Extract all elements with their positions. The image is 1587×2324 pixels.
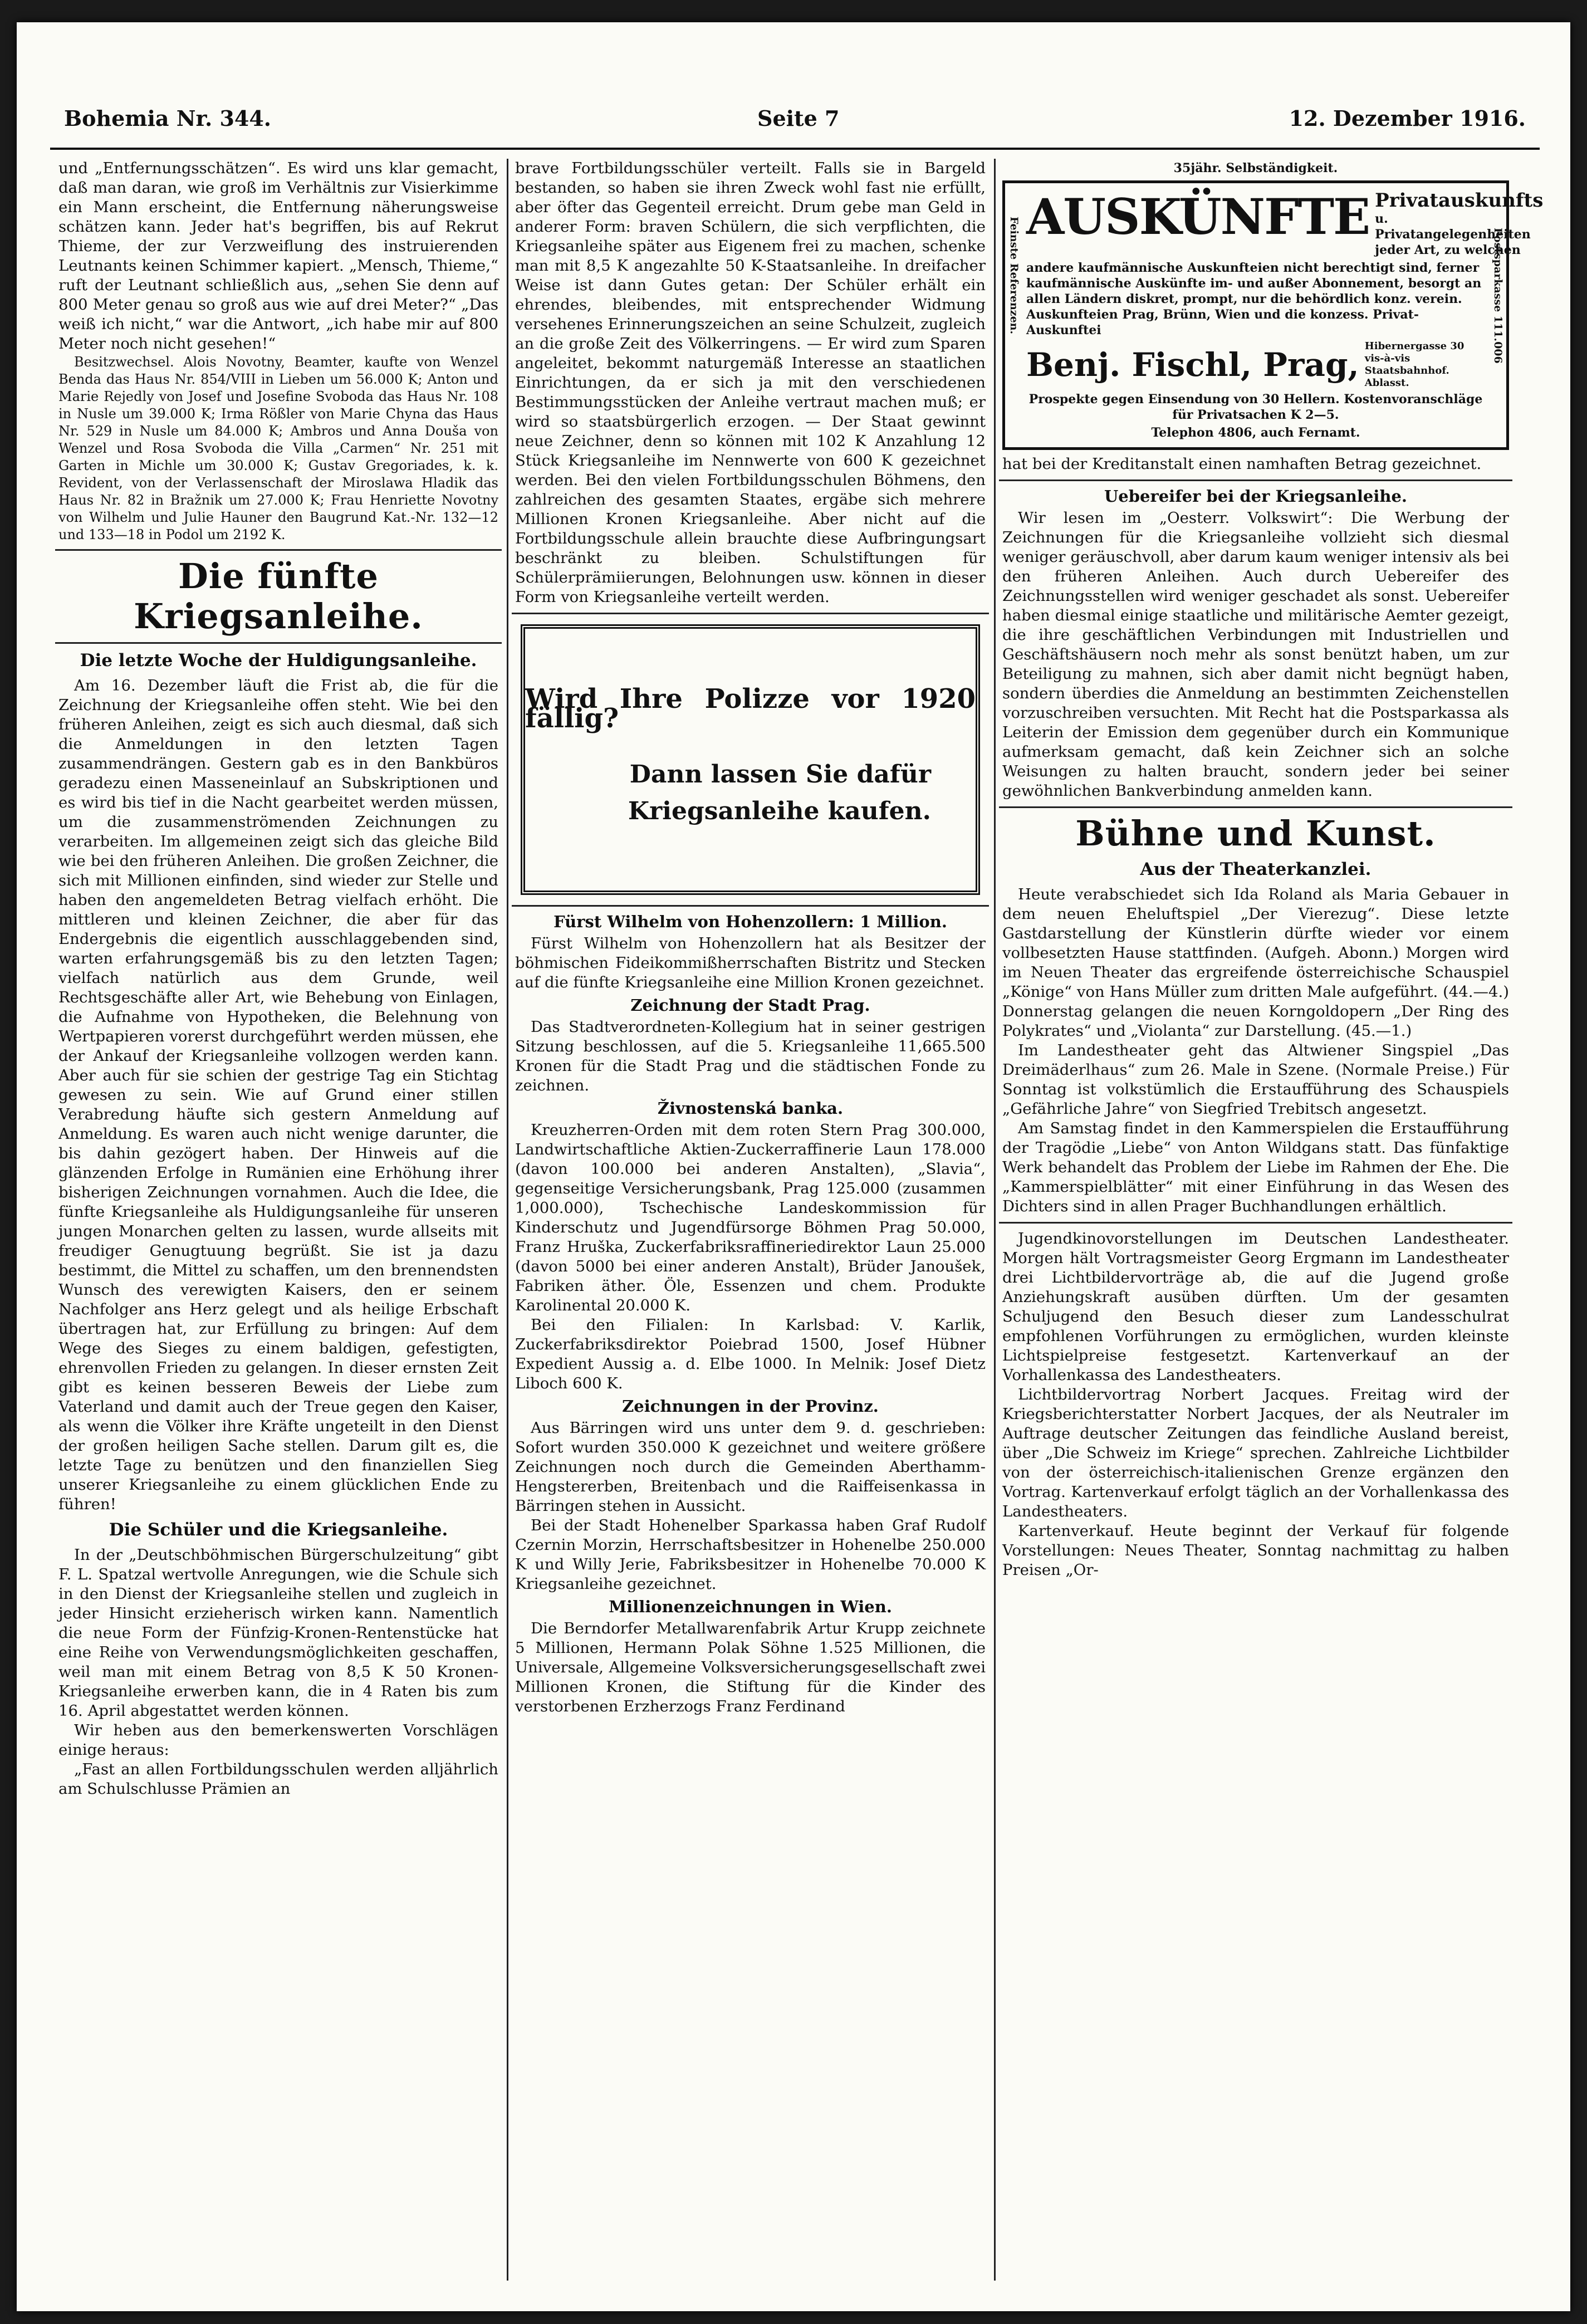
article-text: In der „Deutschböhmischen Bürgerschulzeitung“ gibt F. L. Spatzal wertvolle Anregungen, wie die Schule sich in den Dienst der Kriegsanleihe stellen und zugleich in jeder Hinsicht erzieherisch wirken kann. Namentlich die neue Form der Fünfzig-Kronen-Rentenstücke hat eine Reihe von Verwendungsmöglichkeiten geschaffen, weil man mit einem Betrag von 8,5 K 50 Kronen-Kriegsanleihe erwerben kann, die in 4 Raten bis zum 16. April abgestattet werden können.	[58, 1546, 498, 1720]
article-text: Fürst Wilhelm von Hohenzollern hat als Besitzer der böhmischen Fideikommißherrschaften Bistritz und Stecken auf die fünfte Kriegsanleihe eine Million Kronen gezeichnet.	[515, 935, 986, 991]
ad-subtitle: u. Privatangelegenheiten jeder Art, zu welchen	[1375, 212, 1531, 257]
headline-buehne: Bühne und Kunst.	[1075, 813, 1436, 854]
divider	[999, 480, 1512, 481]
divider	[55, 642, 502, 644]
article-text: Bei den Filialen: In Karlsbad: V. Karlik, Zuckerfabriksdirektor Poiebrad 1500, Josef Hübner Expedient Aussig a. d. Elbe 1000. In Melnik: Josef Dietz Liboch 600 K.	[515, 1316, 986, 1392]
ad-subtitle: Privatauskunfts	[1375, 189, 1544, 212]
divider	[999, 1222, 1512, 1224]
article-text: Bei der Stadt Hohenelber Sparkassa haben Graf Rudolf Czernin Morzin, Herrschaftsbesitzer in Hohenelbe 250.000 K und Willy Jerie, Fabriksbesitzer in Hohenelbe 70.000 K Kriegsanleihe gezeichnet.	[515, 1516, 986, 1593]
column-rule	[994, 159, 996, 2281]
article-text: Am Samstag findet in den Kammerspielen die Erstaufführung der Tragödie „Liebe“ von Anton Wildgans statt. Das fünfaktige Werk behandelt das Problem der Liebe im Rahmen der Ehe. Die „Kammerspielblätter“ mit einer Einführung in das Wesen des Dichters sind in allen Prager Buchhandlungen erhältlich.	[1002, 1119, 1509, 1215]
divider	[55, 549, 502, 551]
kriegsanleihe-ad	[521, 624, 980, 895]
subhead-zivno: Živnostenská banka.	[657, 1099, 844, 1118]
divider	[512, 905, 989, 907]
auskuenfte-ad	[1002, 180, 1544, 450]
subhead-wien: Millionenzeichnungen in Wien.	[609, 1597, 892, 1616]
ad-text: andere kaufmännische Auskunfteien nicht berechtigt sind, ferner kaufmännische Auskünfte im- und außer Abonnement, besorgt an allen Ländern diskret, prompt, nur die behördlich konz. verein. Auskunfteien Prag, Brünn, Wien und die konzess. Privat-Auskunftei	[1026, 261, 1482, 337]
ad-address: Hibernergasse 30 vis-à-vis Staatsbahnhof. Ablasst.	[1364, 340, 1464, 389]
issue-date: 12. Dezember 1916.	[1289, 106, 1526, 131]
newspaper-page	[17, 22, 1570, 2311]
divider	[512, 613, 989, 614]
ad-tagline: 35jähr. Selbständigkeit.	[1173, 161, 1338, 175]
subhead-uebereifer: Uebereifer bei der Kriegsanleihe.	[1104, 487, 1407, 506]
article-text: Jugendkinovorstellungen im Deutschen Landestheater. Morgen hält Vortragsmeister Georg Ergmann im Landestheater drei Lichtbildervorträge ab, die auf die Jugend große Anziehungskraft ausüben dürften. Um der gesamten Schuljugend den Besuch dieser zum Landesschulrat empfohlenen Vorführungen zu ermöglichen, wurden kleinste Lichtspielpreise festgesetzt. Kartenverkauf an der Vorhallenkassa des Landestheaters.	[1002, 1230, 1509, 1384]
subhead-prag: Zeichnung der Stadt Prag.	[630, 996, 870, 1015]
page-number: Seite 7	[757, 106, 840, 131]
masthead-left: Bohemia Nr. 344.	[64, 106, 272, 131]
header-rule	[50, 148, 1540, 150]
article-text: Kartenverkauf. Heute beginnt der Verkauf für folgende Vorstellungen: Neues Theater, Sonntag nachmittag zu halben Preisen „Or-	[1002, 1522, 1509, 1579]
ad-firm-name: Benj. Fischl, Prag,	[1026, 346, 1359, 384]
subhead-hohenzollern: Fürst Wilhelm von Hohenzollern: 1 Million.	[554, 912, 947, 931]
ad-title: AUSKÜNFTE	[1026, 188, 1370, 246]
column-rule	[507, 159, 508, 2281]
column-1	[58, 159, 498, 2281]
article-text: Das Stadtverordneten-Kollegium hat in seiner gestrigen Sitzung beschlossen, auf die 5. Kriegsanleihe 11,665.500 Kronen für die Stadt Prag und die städtischen Fonde zu zeichnen.	[515, 1018, 986, 1094]
article-text: brave Fortbildungsschüler verteilt. Falls sie in Bargeld bestanden, so haben sie ihren Zweck wohl fast nie erfüllt, aber öfter das Gegenteil erreicht. Drum gebe man Geld in anderer Form: braven Schülern, die sich verpflichten, die Kriegsanleihe später aus Eigenem frei zu machen, schenke man mit 8,5 K angezahlte 50 K-Staatsanleihe. In dreifacher Weise ist dann Gutes getan: Der Schüler erhält ein ehrendes, bleibendes, mit entsprechender Widmung versehenes Erinnerungszeichen an seine Schulzeit, zugleich an die große Zeit des Völkerringens. — Er wird zum Sparen angeleitet, bekommt naturgemäß Interesse an staatlichen Einrichtungen, da er sich ja mit den verschiedenen Bestimmungsstücken der Anleihe vertraut machen muß; er wird so staatsbürgerlich erzogen. — Der Staat gewinnt neue Zeichner, denn so können mit 102 K Anzahlung 12 Stück Kriegsanleihe im Nennwerte von 600 K gezeichnet werden. Bei den vielen Fortbildungsschulen Böhmens, den zahlreichen des gesamten Staates, ergäbe sich mehrere Millionen Kronen Kriegsanleihe. Aber nicht auf die Fortbildungsschule allein brauchte diese Aufbringungsart beschränkt zu bleiben. Schulstiftungen für Schülerprämiierungen, Belohnungen usw. können in dieser Form von Kriegsanleihe verteilt werden.	[515, 159, 986, 606]
article-text: Aus Bärringen wird uns unter dem 9. d. geschrieben: Sofort wurden 350.000 K gezeichnet und weitere größere Zeichnungen noch durch die Gemeinden Aberthamm-Hengstererben, Breitenbach und die Raiffeisenkassa in Bärringen stehen in Aussicht.	[515, 1419, 986, 1515]
ad-telephone: Telephon 4806, auch Fernamt.	[1151, 425, 1360, 440]
article-text: Lichtbildervortrag Norbert Jacques. Freitag wird der Kriegsberichterstatter Norbert Jacques, der als Neutraler im Auftrage deutscher Zeitungen das feindliche Ausland bereist, über „Die Schweiz im Kriege“ sprechen. Zahlreiche Lichtbilder von der österreichisch-italienischen Grenze ergänzen den Vortrag. Kartenverkauf erfolgt täglich an der Vorhallenkassa des Landestheaters.	[1002, 1386, 1509, 1520]
article-text: Im Landestheater geht das Altwiener Singspiel „Das Dreimäderlhaus“ zum 26. Male in Szene. (Normale Preise.) Für Sonntag ist volkstümlich die Erstaufführung des Schauspiels „Gefährliche Jahre“ von Siegfried Trebitsch angesetzt.	[1002, 1041, 1509, 1118]
subhead-schueler: Die Schüler und die Kriegsanleihe.	[109, 1520, 448, 1540]
article-text: Wir lesen im „Oesterr. Volkswirt“: Die Werbung der Zeichnungen für die Kriegsanleihe vollzieht sich diesmal weniger geräuschvoll, aber darum kaum weniger intensiv als bei den früheren Anleihen. Auch durch Uebereifer des Zeichnungsstellen wird weniger geschadet als sonst. Uebereifer haben diesmal einige staatliche und militärische Aemter gezeigt, die ihre geschäftlichen Verbindungen mit Industriellen und Geschäftshäusern noch mehr als sonst benützt haben, um zur Beteiligung zu mahnen, sich aber damit nicht begnügt haben, sondern überdies die Anmeldung an bestimmten Zeichenstellen vorzuschreiben versuchten. Mit Recht hat die Postsparkassa als Leiterin der Emission dem gegenüber durch ein Kommunique aufmerksam gemacht, daß kein Zeichner sich an solche Weisungen zu halten braucht, sondern jeder bei seiner gewöhnlichen Bankverbindung anmelden kann.	[1002, 509, 1509, 800]
article-text: hat bei der Kreditanstalt einen namhaften Betrag gezeichnet.	[1002, 455, 1482, 473]
column-2	[515, 159, 986, 2281]
article-text: und „Entfernungsschätzen“. Es wird uns klar gemacht, daß man daran, wie groß im Verhältnis zur Visierkimme ein Mann erscheint, die Entfernung näherungsweise schätzen kann. Jeder hat's begriffen, bis auf Rekrut Thieme, der zur Verzweiflung des instruierenden Leutnants keinen Schimmer kapiert. „Mensch, Thieme,“ ruft der Leutnant schließlich aus, „sehen Sie denn auf 800 Meter genau so groß aus wie auf drei Meter?“ „Das weiß ich nicht,“ war die Antwort, „ich habe mir auf 800 Meter noch nicht gesehen!“	[58, 159, 498, 353]
subhead-huldigung: Die letzte Woche der Huldigungsanleihe.	[80, 650, 477, 671]
headline-kriegsanleihe: Die fünfte Kriegsanleihe.	[134, 556, 423, 637]
article-text: Wir heben aus den bemerkenswerten Vorschlägen einige heraus:	[58, 1721, 498, 1759]
ad-vertical-text: Feinste Referenzen.	[1008, 217, 1020, 335]
subhead-provinz: Zeichnungen in der Provinz.	[622, 1397, 879, 1416]
article-text: Kreuzherren-Orden mit dem roten Stern Prag 300.000, Landwirtschaftliche Aktien-Zuckerraffinerie Laun 178.000 (davon 100.000 bei anderen Anstalten), „Slavia“, gegenseitige Versicherungsbank, Prag 125.000 (zusammen 1,000.000), Tschechische Landeskommission für Kinderschutz und Jugendfürsorge Böhmen Prag 50.000, Franz Hruška, Zuckerfabriksraffineriedirektor Laun 25.000 (davon 5000 bei einer anderen Anstalt), Brüder Janoušek, Fabriken äther. Öle, Essenzen und chem. Produkte Karolinental 20.000 K.	[515, 1121, 986, 1314]
divider	[999, 806, 1512, 808]
ad-line: Dann lassen Sie dafür	[629, 760, 931, 789]
article-text: Die Berndorfer Metallwarenfabrik Artur Krupp zeichnete 5 Millionen, Hermann Polak Söhne 1.525 Millionen, die Universale, Allgemeine Volksversicherungsgesellschaft zwei Millionen Kronen, die Stiftung für die Kinder des verstorbenen Erzherzogs Franz Ferdinand	[515, 1620, 986, 1715]
subhead-theaterkanzlei: Aus der Theaterkanzlei.	[1140, 859, 1372, 879]
article-text: Heute verabschiedet sich Ida Roland als Maria Gebauer in dem neuen Eheluftspiel „Der Vierezug“. Diese letzte Gastdarstellung der Künstlerin dürfte wieder vor einem vollbesetzten Hause stattfinden. (Aufgeh. Abonn.) Morgen wird im Neuen Theater das ergreifende österreichische Schauspiel „Könige“ von Hans Müller zum dritten Male aufgeführt. (44.—4.) Donnerstag gelangen die neuen Korngoldopern „Der Ring des Polykrates“ und „Violanta“ zur Darstellung. (45.—1.)	[1002, 885, 1509, 1040]
column-3	[1002, 159, 1544, 2281]
ad-vertical-text: Postsparkasse 111.006	[1492, 228, 1504, 364]
ad-line: Kriegsanleihe kaufen.	[628, 797, 931, 825]
article-text: Am 16. Dezember läuft die Frist ab, die für die Zeichnung der Kriegsanleihe offen steht. Wie bei den früheren Anleihen, zeigt es sich auch diesmal, daß sich die Anmeldungen in den letzten Tagen zusammendrängen. Gestern gab es in den Bankbüros geradezu einen Masseneinlauf an Subskriptionen und es wird bis tief in die Nacht gearbeitet werden müssen, um die zusammenströmenden Zeichnungen zu verarbeiten. Im allgemeinen zeigt sich das gleiche Bild wie bei den früheren Anleihen. Die großen Zeichner, die sich mit Millionen einfinden, sind wieder zur Stelle und haben den angemeldeten Betrag vielfach erhöht. Die mittleren und kleinen Zeichner, die aber für das Endergebnis die eigentlich ausschlaggebenden sind, warten erfahrungsgemäß bis zu den letzten Tagen; vielfach natürlich aus dem Grunde, weil Rechtsgeschäfte aller Art, wie Behebung von Einlagen, die Aufnahme von Hypotheken, die Belehnung von Wertpapieren vorerst durchgeführt werden müssen, ehe der Ankauf der Kriegsanleihe vollzogen werden kann. Aber auch für sie schien der gestrige Tag ein Stichtag gewesen zu sein. Wie auf Grund einer stillen Verabredung häufte sich gestern Anmeldung auf Anmeldung. Es waren auch nicht wenige darunter, die bis dahin gezögert haben. Der Hinweis auf die glänzenden Erfolge in Rumänien eine Erhöhung ihrer bisherigen Zeichnungen vornahmen. Auch die Idee, die fünfte Kriegsanleihe als Huldigungsanleihe für unseren jungen Monarchen gelten zu lassen, wurde allseits mit freudiger Genugtuung begrüßt. Sie ist ja dazu bestimmt, die Mittel zu schaffen, um den brennendsten Wunsch des verewigten Kaisers, den er seinem Nachfolger ans Herz gelegt und als heilige Erbschaft übertragen hat, zur Erfüllung zu bringen: Auf dem Wege des Sieges zu einem baldigen, gefestigten, ehrenvollen Frieden zu gelangen. In dieser ernsten Zeit gibt es keinen besseren Beweis der Liebe zum Vaterland und damit auch der Treue gegen den Kaiser, als wenn die Völker ihre Kräfte ungeteilt in den Dienst der großen heiligen Sache stellen. Darum gilt es, die letzte Tage zu benützen und den finanziellen Sieg unserer Kriegsanleihe zu einem glücklichen Ende zu führen!	[58, 677, 498, 1513]
article-text: Besitzwechsel. Alois Novotny, Beamter, kaufte von Wenzel Benda das Haus Nr. 854/VIII in Lieben um 56.000 K; Anton und Marie Rejedly von Josef und Josefine Svoboda das Haus Nr. 108 in Nusle um 39.000 K; Irma Rößler von Marie Chyna das Haus Nr. 529 in Nusle um 84.000 K; Ambros und Anna Douša von Wenzel und Rosa Svoboda die Villa „Carmen“ Nr. 251 mit Garten in Michle um 30.000 K; Gustav Gregoriades, k. k. Revident, von der Verlassenschaft der Miroslawa Hladik das Haus Nr. 82 in Bražnik um 27.000 K; Frau Henriette Novotny von Wilhelm und Julie Hauner den Baugrund Kat.-Nr. 132—12 und 133—18 in Podol um 2192 K.	[58, 354, 498, 542]
article-text: „Fast an allen Fortbildungsschulen werden alljährlich am Schulschlusse Prämien an	[58, 1760, 498, 1798]
ad-headline: Wird Ihre Polizze vor 1920 fällig?	[525, 683, 976, 734]
ad-text: Prospekte gegen Einsendung von 30 Hellern. Kostenvoranschläge für Privatsachen K 2—5.	[1028, 392, 1483, 422]
